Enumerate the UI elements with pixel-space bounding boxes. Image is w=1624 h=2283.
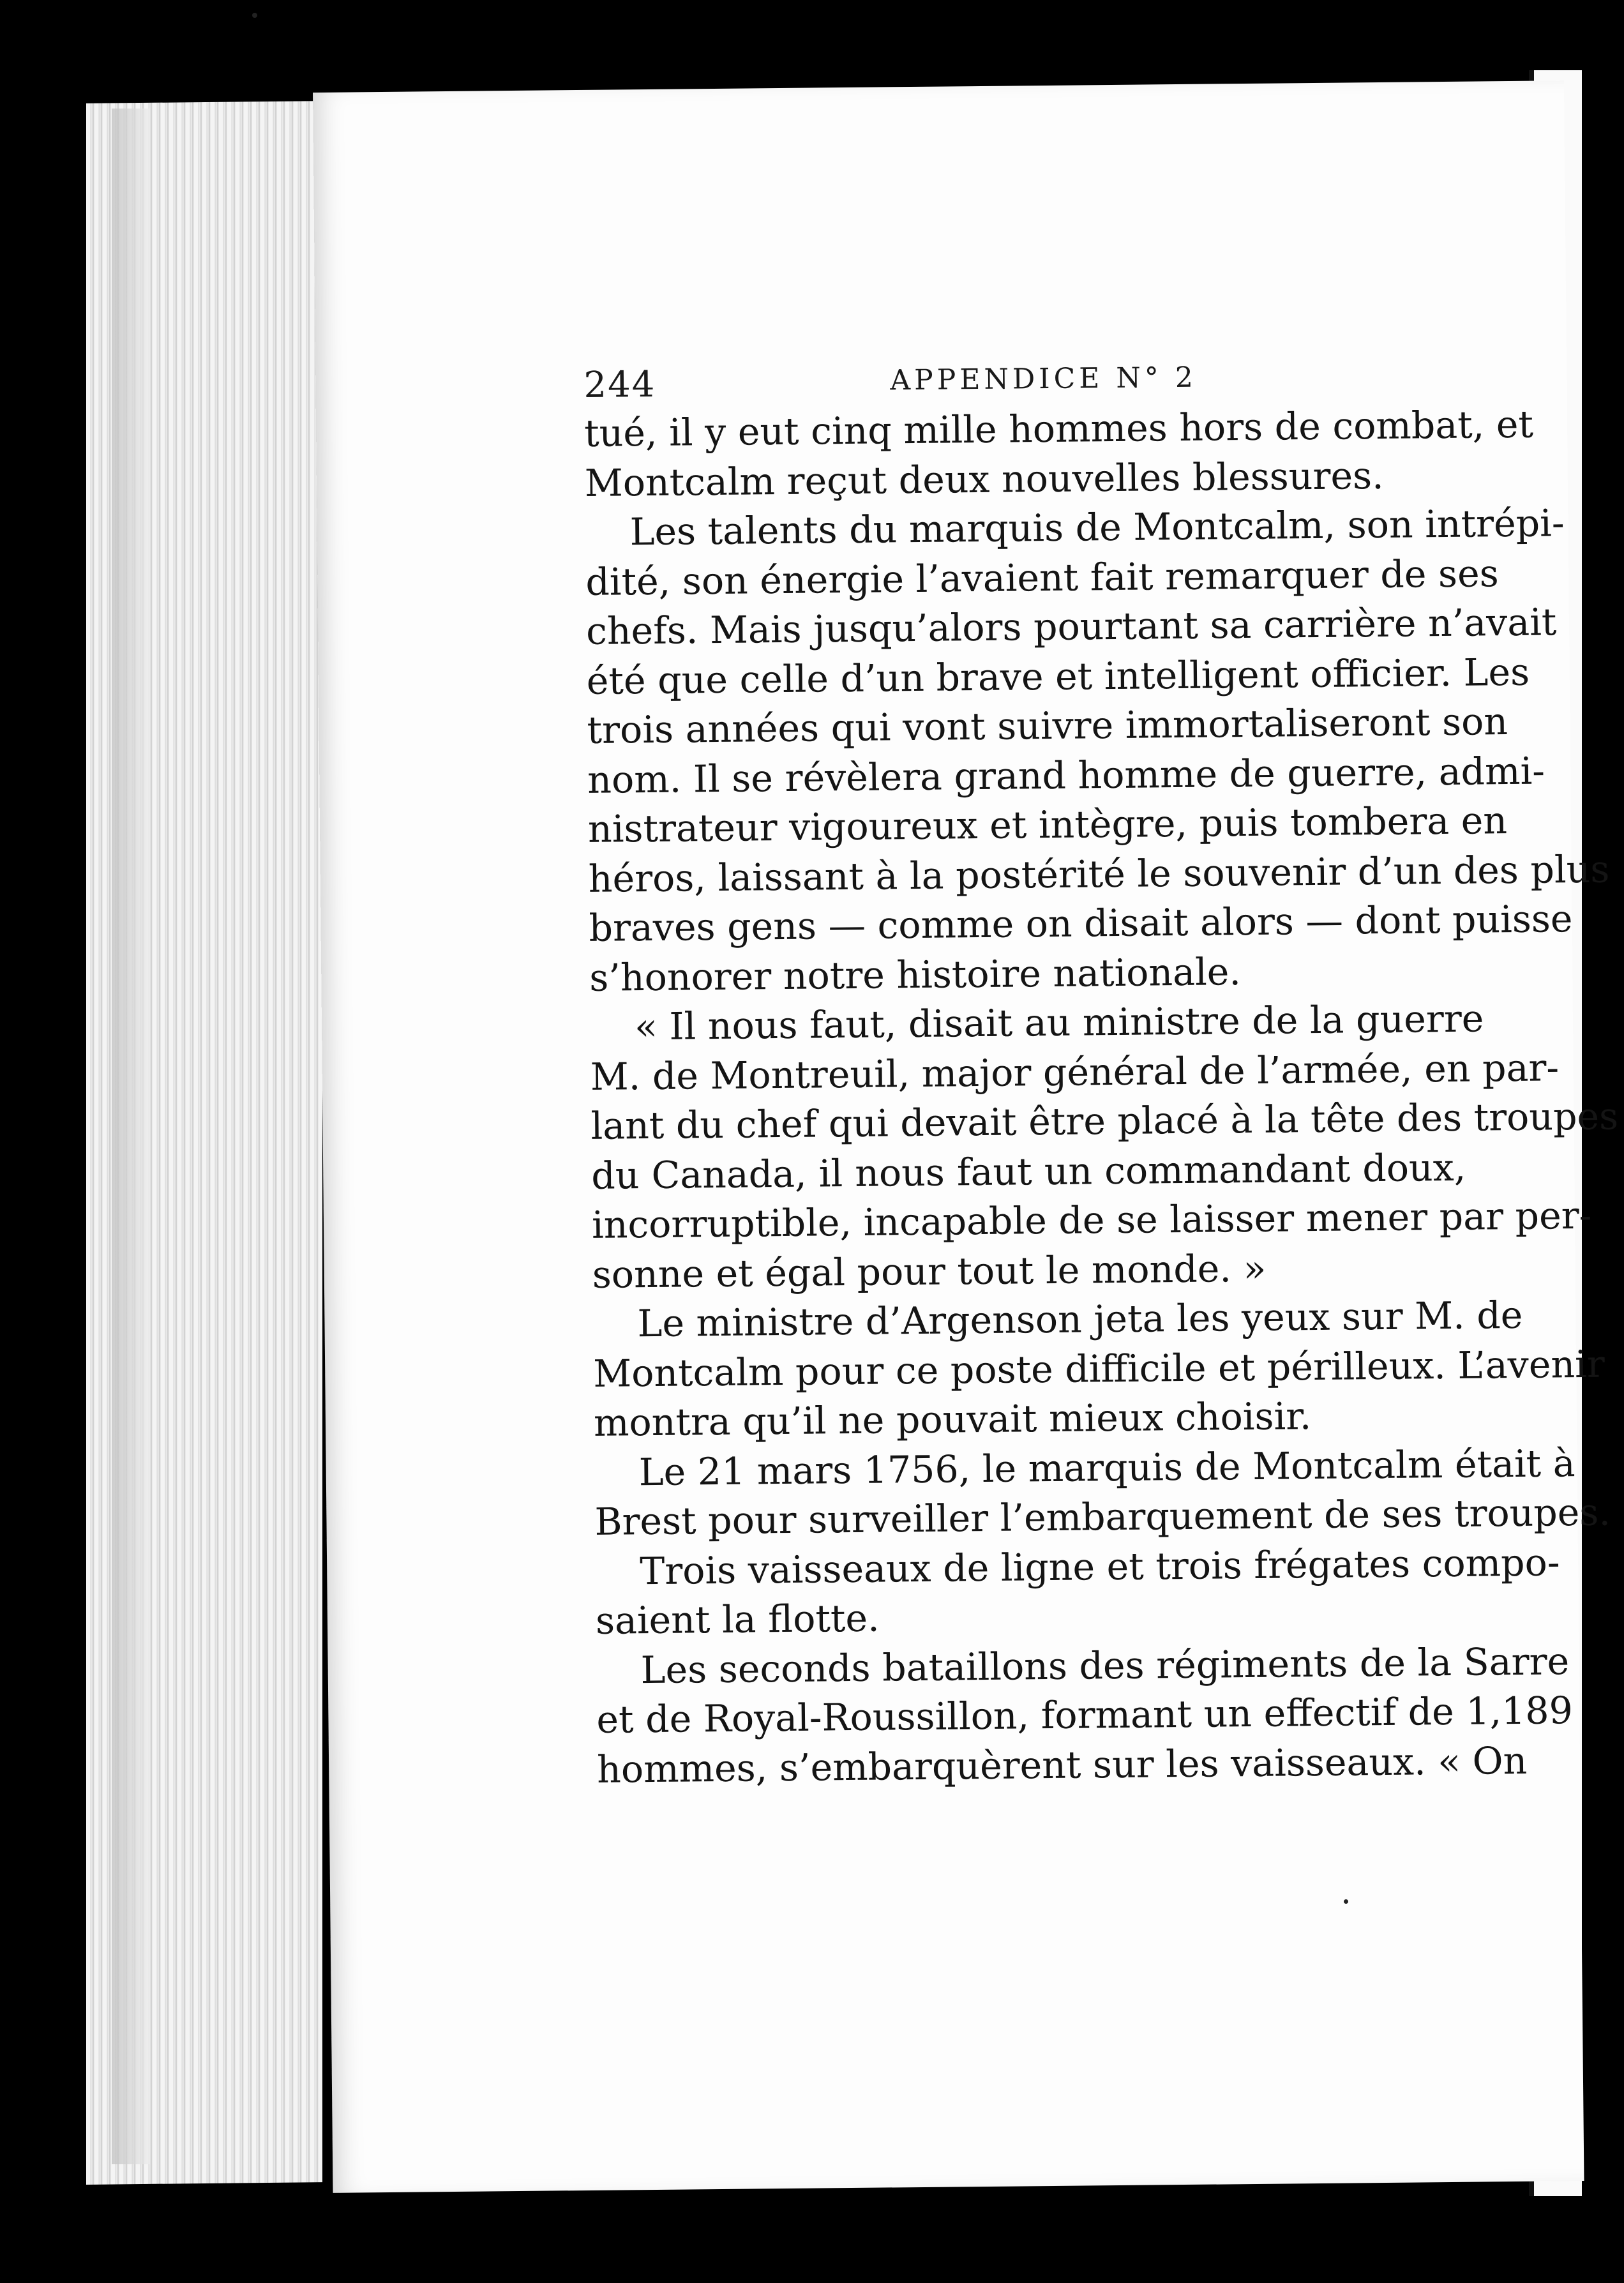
text-line: Brest pour surveiller l’embarquement de ses troupes. <box>594 1490 1611 1544</box>
text-line: Les seconds bataillons des régiments de la Sarre <box>640 1639 1570 1692</box>
text-line: « Il nous faut, disait au ministre de la guerre <box>634 997 1484 1049</box>
running-head: APPENDICE N° 2 <box>890 361 1198 397</box>
text-line: nistrateur vigoureux et intègre, puis tombera en <box>587 799 1508 851</box>
text-line: montra qu’il ne pouvait mieux choisir. <box>593 1394 1312 1445</box>
text-line: et de Royal-Roussillon, formant un effectif de 1,189 <box>596 1689 1574 1742</box>
text-line: Le ministre d’Argenson jeta les yeux sur M. de <box>637 1293 1523 1346</box>
text-line: braves gens — comme on disait alors — dont puisse <box>589 897 1573 950</box>
book-page <box>313 80 1619 2193</box>
text-line: M. de Montreuil, major général de l’armée, en par- <box>590 1045 1560 1099</box>
text-line: saient la flotte. <box>595 1596 880 1643</box>
text-line: s’honorer notre histoire nationale. <box>589 949 1242 1000</box>
scan-speck <box>252 13 257 18</box>
text-line: sonne et égal pour tout le monde. » <box>592 1246 1267 1297</box>
text-line: Les talents du marquis de Montcalm, son intrépi- <box>629 501 1565 554</box>
text-line: été que celle d’un brave et intelligent officier. Les <box>586 650 1530 703</box>
text-line: Le 21 mars 1756, le marquis de Montcalm était à <box>638 1441 1575 1494</box>
text-line: lant du chef qui devait être placé à la tête des troupes <box>590 1094 1619 1148</box>
text-line: Montcalm reçut deux nouvelles blessures. <box>584 453 1384 505</box>
text-line: Montcalm pour ce poste difficile et périlleux. L’avenir <box>592 1342 1605 1396</box>
text-line: tué, il y eut cinq mille hommes hors de combat, et <box>583 402 1534 455</box>
body-text <box>583 401 1619 1795</box>
scan-speck <box>1344 1899 1348 1904</box>
text-line: nom. Il se révèlera grand homme de guerre, admi- <box>587 749 1545 802</box>
text-line: Trois vaisseaux de ligne et trois frégates compo- <box>639 1540 1560 1593</box>
text-line: trois années qui vont suivre immortaliseront son <box>587 700 1508 752</box>
text-line: du Canada, il nous faut un commandant doux, <box>590 1145 1466 1198</box>
text-line: chefs. Mais jusqu’alors pourtant sa carrière n’avait <box>585 600 1557 653</box>
page-edges-shadow <box>112 109 150 2164</box>
page-number: 244 <box>583 363 656 406</box>
text-line: hommes, s’embarquèrent sur les vaisseaux. « On <box>596 1738 1528 1791</box>
text-line: héros, laissant à la postérité le souvenir d’un des plus <box>588 847 1610 901</box>
text-line: dité, son énergie l’avaient fait remarquer de ses <box>585 551 1499 604</box>
text-line: incorruptible, incapable de se laisser mener par per- <box>591 1193 1592 1247</box>
